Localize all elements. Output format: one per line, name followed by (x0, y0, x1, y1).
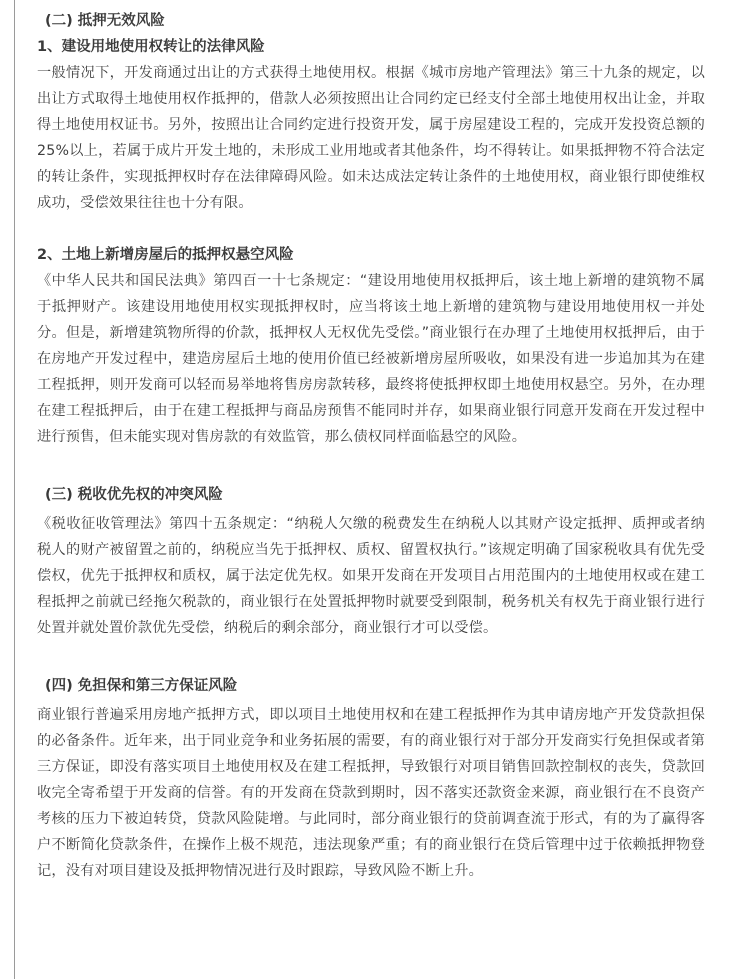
paragraph-guarantee-risk: 商业银行普遍采用房地产抵押方式，即以项目土地使用权和在建工程抵押作为其申请房地产开发贷款担保的必备条件。近年来，出于同业竞争和业务拓展的需要，有的商业银行对于部分开发商实行免担保或者第三方保证，即没有落实项目土地使用权及在建工程抵押，导致银行对项目销售回款控制权的丧失，贷款回收完全寄希望于开发商的信誉。有的开发商在贷款到期时，因不落实还款资金来源，商业银行在不良资产考核的压力下被迫转贷，贷款风险陡增。与此同时，部分商业银行的贷前调查流于形式，有的为了赢得客户不断简化贷款条件，在操作上极不规范，违法现象严重；有的商业银行在贷后管理中过于依赖抵押物登记，没有对项目建设及抵押物情况进行及时跟踪，导致风险不断上升。 (37, 707, 705, 879)
subsection-heading-land-transfer-risk: 1、建设用地使用权转让的法律风险 (37, 39, 265, 55)
paragraph-new-building-risk: 《中华人民共和国民法典》第四百一十七条规定：“建设用地使用权抵押后，该土地上新增的建筑物不属于抵押财产。该建设用地使用权实现抵押权时，应当将该土地上新增的建筑物与建设用地使用权一并处分。但是，新增建筑物所得的价款，抵押权人无权优先受偿。”商业银行在办理了土地使用权抵押后，由于在房地产开发过程中，建造房屋后土地的使用价值已经被新增房屋所吸收，如果没有进一步追加其为在建工程抵押，则开发商可以轻而易举地将售房房款转移，最终将使抵押权即土地使用权悬空。另外，在办理在建工程抵押后，由于在建工程抵押与商品房预售不能同时并存，如果商业银行同意开发商在开发过程中进行预售，但未能实现对售房款的有效监管，那么债权同样面临悬空的风险。 (37, 273, 705, 445)
left-border-line (14, 0, 15, 979)
article-body (37, 8, 705, 884)
paragraph-land-transfer-risk: 一般情况下，开发商通过出让的方式获得土地使用权。根据《城市房地产管理法》第三十九条的规定，以出让方式取得土地使用权作抵押的，借款人必须按照出让合同约定已经支付全部土地使用权出让金，并取得土地使用权证书。另外，按照出让合同约定进行投资开发，属于房屋建设工程的，完成开发投资总额的25%以上，若属于成片开发土地的，未形成工业用地或者其他条件，均不得转让。如果抵押物不符合法定的转让条件，实现抵押权时存在法律障碍风险。如未达成法定转让条件的土地使用权，商业银行即使维权成功，受偿效果往往也十分有限。 (37, 65, 705, 211)
spacer (37, 641, 705, 673)
section-heading-mortgage-invalid-risk: (二) 抵押无效风险 (45, 13, 165, 29)
spacer (37, 450, 705, 482)
section-heading-guarantee-risk: (四) 免担保和第三方保证风险 (45, 678, 238, 694)
subsection-heading-new-building-risk: 2、土地上新增房屋后的抵押权悬空风险 (37, 247, 294, 263)
section-heading-tax-priority-risk: (三) 税收优先权的冲突风险 (45, 487, 223, 503)
spacer (37, 216, 705, 242)
paragraph-tax-priority-risk: 《税收征收管理法》第四十五条规定：“纳税人欠缴的税费发生在纳税人以其财产设定抵押、质押或者纳税人的财产被留置之前的，纳税应当先于抵押权、质权、留置权执行。”该规定明确了国家税收具有优先受偿权，优先于抵押权和质权，属于法定优先权。如果开发商在开发项目占用范围内的土地使用权或在建工程抵押之前就已经拖欠税款的，商业银行在处置抵押物时就要受到限制，税务机关有权先于商业银行进行处置并就处置价款优先受偿，纳税后的剩余部分，商业银行才可以受偿。 (37, 516, 705, 636)
